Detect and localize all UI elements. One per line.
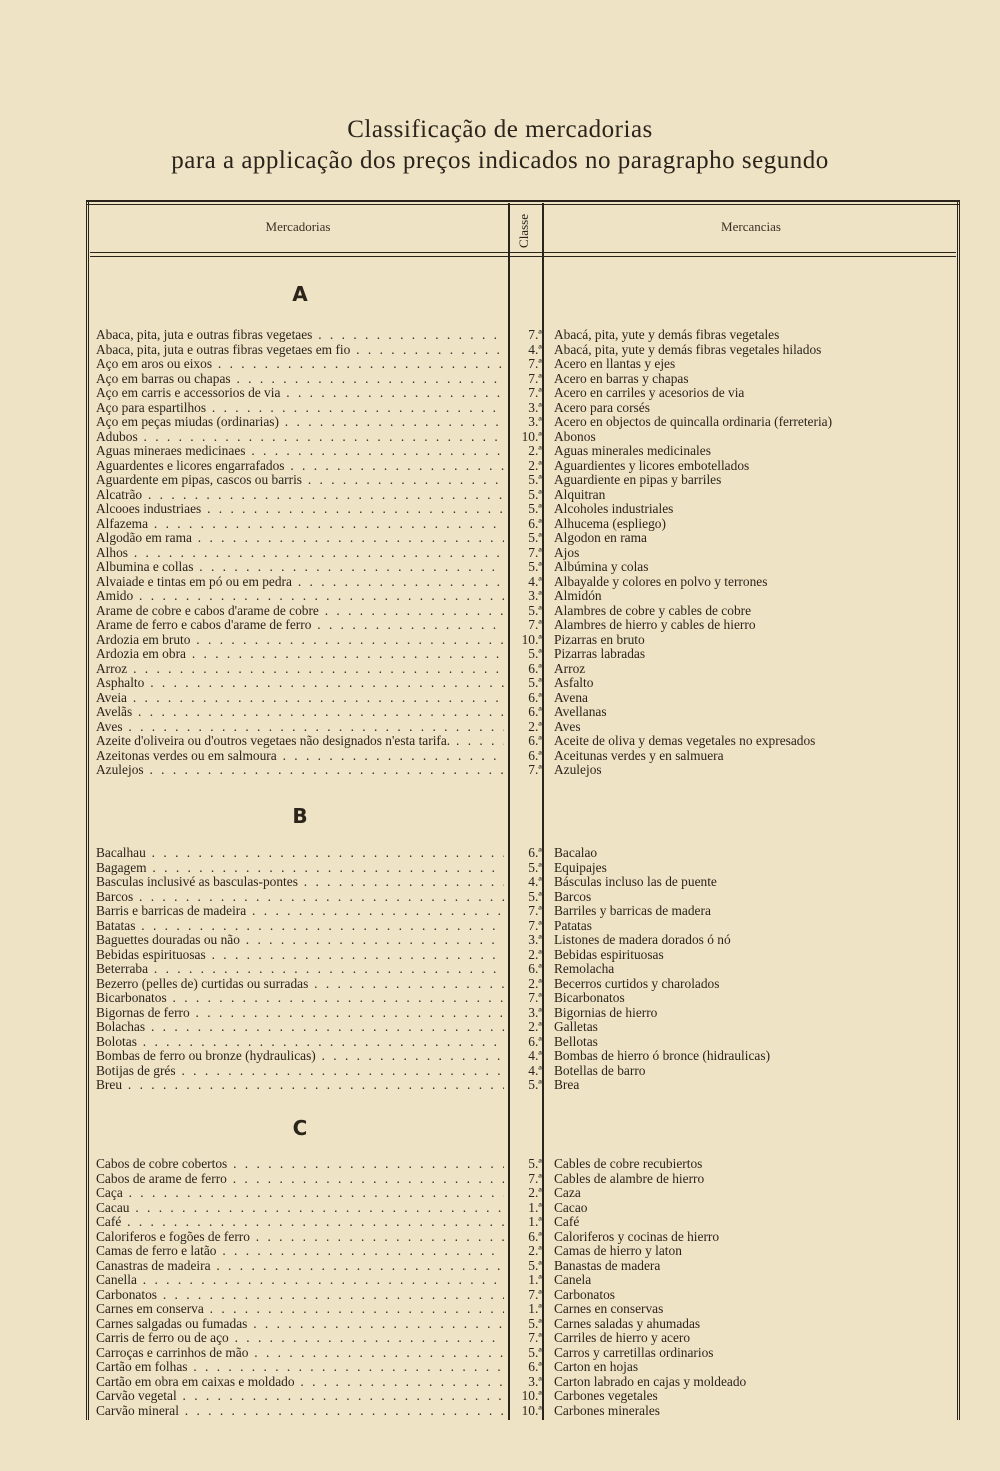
- classe-cell: 6.ª: [528, 961, 542, 976]
- mercancia-cell: Aguardientes y licores embotellados: [554, 457, 750, 473]
- mercancia-cell: Galletas: [554, 1019, 598, 1034]
- classe-cell: 10.ª: [521, 428, 542, 444]
- mercancia-cell: Arroz: [554, 660, 586, 676]
- mercancia-cell: Algodon en rama: [554, 530, 647, 545]
- classe-cell: 7.ª: [528, 1330, 542, 1345]
- mercancia-cell: Equipajes: [554, 859, 607, 875]
- mercadoria-cell: Canastras de madeira . . .: [96, 1259, 504, 1274]
- mercadoria-cell: Azulejos . . .: [96, 763, 504, 778]
- mercadoria-cell: Alvaiade e tintas em pó ou em pedra . . .: [96, 575, 504, 590]
- mercancia-cell: Bellotas: [554, 1033, 598, 1049]
- mercancia-cell: Brea: [554, 1077, 580, 1092]
- mercadoria-cell: Aço em barras ou chapas . . .: [96, 372, 504, 387]
- mercadoria-cell: Carbonatos . . .: [96, 1288, 504, 1303]
- mercadoria-cell: Cabos de arame de ferro . . .: [96, 1172, 504, 1187]
- classe-cell: 4.ª: [528, 341, 542, 357]
- mercancia-cell: Aguardiente en pipas y barriles: [554, 472, 722, 487]
- mercadoria-cell: Ardozia em bruto . . .: [96, 633, 504, 648]
- mercadoria-cell: Abaca, pita, juta e outras fibras vegetaes em fio . . .: [96, 343, 504, 358]
- classe-cell: 5.ª: [528, 501, 542, 516]
- mercadoria-cell: Cartão em folhas . . .: [96, 1360, 504, 1375]
- classe-cell: 5.ª: [528, 486, 542, 502]
- mercadoria-cell: Carris de ferro ou de aço . . .: [96, 1331, 504, 1346]
- mercadoria-cell: Bagagem . . .: [96, 861, 504, 876]
- mercancia-cell: Carriles de hierro y acero: [554, 1330, 691, 1345]
- table-row: [96, 1020, 956, 1035]
- mercadoria-cell: Bicarbonatos . . .: [96, 991, 504, 1006]
- classe-cell: 1.ª: [528, 1272, 542, 1287]
- mercancia-cell: Bigornias de hierro: [554, 1004, 658, 1020]
- mercadoria-cell: Bolachas . . .: [96, 1020, 504, 1035]
- table-row: [96, 517, 956, 532]
- table-row: [96, 1346, 956, 1361]
- mercadoria-cell: Aço em carris e accessorios de via . . .: [96, 386, 504, 401]
- mercancia-cell: Alcoholes industriales: [554, 501, 674, 516]
- mercadoria-cell: Alcatrão . . .: [96, 488, 504, 503]
- table-row: [96, 1078, 956, 1093]
- table-row: [96, 749, 956, 764]
- mercadoria-cell: Carnes salgadas ou fumadas . . .: [96, 1317, 504, 1332]
- table-row: [96, 618, 956, 633]
- mercancia-cell: Alambres de hierro y cables de hierro: [554, 617, 756, 632]
- mercancia-cell: Barcos: [554, 888, 592, 904]
- section-letter: A: [292, 282, 308, 306]
- classe-cell: 2.ª: [528, 946, 542, 962]
- classe-cell: 4.ª: [528, 874, 542, 889]
- mercancia-cell: Becerros curtidos y charolados: [554, 975, 720, 991]
- mercancia-cell: Cables de alambre de hierro: [554, 1170, 705, 1186]
- table-row: [96, 1404, 956, 1419]
- table-row: [96, 1230, 956, 1245]
- classe-cell: 7.ª: [528, 385, 542, 400]
- table-row: [96, 401, 956, 416]
- mercadoria-cell: Barcos . . .: [96, 890, 504, 905]
- mercadoria-cell: Carroças e carrinhos de mão . . .: [96, 1346, 504, 1361]
- classe-cell: 3.ª: [528, 1373, 542, 1389]
- classe-cell: 5.ª: [528, 602, 542, 618]
- classe-cell: 7.ª: [528, 903, 542, 918]
- mercancia-cell: Aceitunas verdes y en salmuera: [554, 747, 724, 763]
- mercancia-cell: Avellanas: [554, 704, 607, 719]
- classe-cell: 2.ª: [528, 718, 542, 734]
- mercancia-cell: Listones de madera dorados ó nó: [554, 932, 731, 947]
- mercadoria-cell: Aço em peças miudas (ordinarias) . . .: [96, 415, 504, 430]
- classe-cell: 6.ª: [528, 689, 542, 705]
- mercadoria-cell: Aço em aros ou eixos . . .: [96, 357, 504, 372]
- classe-cell: 3.ª: [528, 932, 542, 947]
- mercancia-cell: Carnes saladas y ahumadas: [554, 1315, 701, 1331]
- table-row: [96, 488, 956, 503]
- mercancia-cell: Banastas de madera: [554, 1257, 661, 1273]
- table-row: [96, 1317, 956, 1332]
- mercancia-cell: Cables de cobre recubiertos: [554, 1156, 703, 1171]
- table-row: [96, 589, 956, 604]
- mercancia-cell: Caza: [554, 1185, 581, 1200]
- mercadoria-cell: Carnes em conserva . . .: [96, 1302, 504, 1317]
- table-row: [96, 647, 956, 662]
- classe-cell: 5.ª: [528, 859, 542, 875]
- mercancia-cell: Café: [554, 1214, 580, 1229]
- mercadoria-cell: Beterraba . . .: [96, 962, 504, 977]
- table-row: [96, 415, 956, 430]
- mercadoria-cell: Algodão em rama . . .: [96, 531, 504, 546]
- mercancia-cell: Barriles y barricas de madera: [554, 903, 711, 918]
- table-row: [96, 386, 956, 401]
- table-row: [96, 372, 956, 387]
- classe-cell: 7.ª: [528, 370, 542, 386]
- classe-cell: 6.ª: [528, 660, 542, 676]
- table-row: [96, 1331, 956, 1346]
- table-row: [96, 633, 956, 648]
- classe-cell: 5.ª: [528, 559, 542, 574]
- mercadoria-cell: Canella . . .: [96, 1273, 504, 1288]
- table-row: [96, 1215, 956, 1230]
- classe-cell: 7.ª: [528, 356, 542, 371]
- classe-cell: 5.ª: [528, 646, 542, 661]
- mercancia-cell: Carbones vegetales: [554, 1388, 658, 1403]
- classe-cell: 7.ª: [528, 990, 542, 1005]
- classe-cell: 5.ª: [528, 888, 542, 904]
- classe-cell: 1.ª: [528, 1301, 542, 1316]
- page-title: Classificação de mercadorias: [347, 116, 653, 143]
- mercancia-cell: Aves: [554, 718, 581, 734]
- classe-cell: 6.ª: [528, 845, 542, 860]
- header-classe-label: Classe: [516, 214, 532, 248]
- classe-cell: 7.ª: [528, 327, 542, 342]
- mercancia-cell: Alhucema (espliego): [554, 515, 666, 531]
- mercancia-cell: Ajos: [554, 544, 580, 560]
- classe-cell: 3.ª: [528, 588, 542, 603]
- mercadoria-cell: Basculas inclusivé as basculas-pontes . . .: [96, 875, 504, 890]
- classe-cell: 5.ª: [528, 675, 542, 690]
- top-rule: [86, 200, 960, 202]
- mercadoria-cell: Bezerro (pelles de) curtidas ou surradas . . .: [96, 977, 504, 992]
- table-row: [96, 604, 956, 619]
- mercadoria-cell: Barris e barricas de madeira . . .: [96, 904, 504, 919]
- mercadoria-cell: Alfazema . . .: [96, 517, 504, 532]
- classe-cell: 5.ª: [528, 472, 542, 487]
- classe-cell: 10.ª: [521, 1402, 542, 1418]
- mercadoria-cell: Bacalhau . . .: [96, 846, 504, 861]
- mercancia-cell: Bicarbonatos: [554, 990, 625, 1005]
- classe-cell: 10.ª: [521, 631, 542, 647]
- table-row: [96, 328, 956, 343]
- mercadoria-cell: Aveia . . .: [96, 691, 504, 706]
- table-row: [96, 861, 956, 876]
- classe-cell: 3.ª: [528, 414, 542, 429]
- mercadoria-cell: Botijas de grés . . .: [96, 1064, 504, 1079]
- classe-cell: 6.ª: [528, 704, 542, 719]
- table-row: [96, 1259, 956, 1274]
- mercancia-cell: Abonos: [554, 428, 596, 444]
- table-row: [96, 991, 956, 1006]
- mercancia-cell: Carton en hojas: [554, 1359, 639, 1374]
- classe-cell: 4.ª: [528, 573, 542, 589]
- classe-cell: 10.ª: [521, 1388, 542, 1403]
- mercadoria-cell: Bombas de ferro ou bronze (hydraulicas) . . .: [96, 1049, 504, 1064]
- table-row: [96, 705, 956, 720]
- mercancia-cell: Abacá, pita, yute y demás fibras vegetales: [554, 327, 780, 342]
- mercadoria-cell: Aço para espartilhos . . .: [96, 401, 504, 416]
- mercadoria-cell: Cabos de cobre cobertos . . .: [96, 1157, 504, 1172]
- classe-cell: 7.ª: [528, 544, 542, 560]
- classe-cell: 2.ª: [528, 457, 542, 473]
- mercadoria-cell: Alhos . . .: [96, 546, 504, 561]
- classe-cell: 2.ª: [528, 1019, 542, 1034]
- mercadoria-cell: Asphalto . . .: [96, 676, 504, 691]
- mercadoria-cell: Amido . . .: [96, 589, 504, 604]
- mercadoria-cell: Breu . . .: [96, 1078, 504, 1093]
- mercadoria-cell: Adubos . . .: [96, 430, 504, 445]
- table-row: [96, 977, 956, 992]
- table-row: [96, 430, 956, 445]
- mercadoria-cell: Camas de ferro e latão . . .: [96, 1244, 504, 1259]
- mercancia-cell: Carbonatos: [554, 1286, 615, 1302]
- mercancia-cell: Patatas: [554, 917, 592, 933]
- mercadoria-cell: Caloriferos e fogões de ferro . . .: [96, 1230, 504, 1245]
- mercancia-cell: Abacá, pita, yute y demás fibras vegetales hilados: [554, 341, 822, 357]
- table-row: [96, 546, 956, 561]
- classe-cell: 4.ª: [528, 1062, 542, 1078]
- table-row: [96, 1186, 956, 1201]
- mercancia-cell: Asfalto: [554, 675, 594, 690]
- table-row: [96, 890, 956, 905]
- mercancia-cell: Bacalao: [554, 845, 598, 860]
- classe-cell: 5.ª: [528, 1257, 542, 1273]
- mercadoria-cell: Bolotas . . .: [96, 1035, 504, 1050]
- mercadoria-cell: Avelãs . . .: [96, 705, 504, 720]
- table-row: [96, 919, 956, 934]
- mercancia-cell: Remolacha: [554, 961, 615, 976]
- table-row: [96, 1172, 956, 1187]
- mercadoria-cell: Baguettes douradas ou não . . .: [96, 933, 504, 948]
- table-row: [96, 1302, 956, 1317]
- mercadoria-cell: Bebidas espirituosas . . .: [96, 948, 504, 963]
- mercancia-cell: Cacao: [554, 1199, 588, 1215]
- mercancia-cell: Azulejos: [554, 762, 602, 777]
- classe-cell: 7.ª: [528, 917, 542, 933]
- header-classe: [509, 205, 539, 257]
- table-row: [96, 1157, 956, 1172]
- mercadoria-cell: Aguardente em pipas, cascos ou barris . . .: [96, 473, 504, 488]
- table-row: [96, 904, 956, 919]
- classe-cell: 7.ª: [528, 762, 542, 777]
- classe-cell: 6.ª: [528, 1033, 542, 1049]
- mercancia-cell: Carnes en conservas: [554, 1301, 664, 1316]
- header-mercancias: Mercancias: [721, 219, 781, 234]
- table-row: [96, 343, 956, 358]
- table-row: [96, 1201, 956, 1216]
- mercancia-cell: Acero en carriles y acesorios de via: [554, 385, 745, 400]
- mercancia-cell: Acero en objectos de quincalla ordinaria (ferreteria): [554, 414, 833, 429]
- table-row: [96, 1035, 956, 1050]
- mercancia-cell: Carbones minerales: [554, 1402, 660, 1418]
- table-row: [96, 1064, 956, 1079]
- table-row: [96, 676, 956, 691]
- classe-cell: 7.ª: [528, 1286, 542, 1302]
- classe-cell: 7.ª: [528, 1170, 542, 1186]
- mercadoria-cell: Café . . .: [96, 1215, 504, 1230]
- table-row: [96, 1288, 956, 1303]
- mercancia-cell: Pizarras en bruto: [554, 631, 645, 647]
- mercadoria-cell: Batatas . . .: [96, 919, 504, 934]
- classe-cell: 4.ª: [528, 1048, 542, 1063]
- page-subtitle: para a applicação dos preços indicados no paragrapho segundo: [171, 147, 829, 174]
- table-row: [96, 962, 956, 977]
- classe-cell: 6.ª: [528, 1359, 542, 1374]
- mercancia-cell: Albúmina y colas: [554, 559, 649, 574]
- mercadoria-cell: Azeite d'oliveira ou d'outros vegetaes não designados n'esta tarifa. . . .: [96, 734, 504, 749]
- mercancia-cell: Aguas minerales medicinales: [554, 443, 711, 458]
- classe-cell: 6.ª: [528, 515, 542, 531]
- table-row: [96, 1360, 956, 1375]
- header-mercadorias: Mercadorias: [265, 219, 331, 234]
- mercancia-cell: Botellas de barro: [554, 1062, 646, 1078]
- table-row: [96, 560, 956, 575]
- mercadoria-cell: Abaca, pita, juta e outras fibras vegetaes . . .: [96, 328, 504, 343]
- mercancia-cell: Albayalde y colores en polvo y terrones: [554, 573, 768, 589]
- table-row: [96, 734, 956, 749]
- classe-cell: 5.ª: [528, 1077, 542, 1092]
- table-row: [96, 933, 956, 948]
- mercadoria-cell: Caça . . .: [96, 1186, 504, 1201]
- mercadoria-cell: Aves . . .: [96, 720, 504, 735]
- mercancia-cell: Acero en llantas y ejes: [554, 356, 676, 371]
- classe-cell: 2.ª: [528, 1185, 542, 1200]
- table-row: [96, 1375, 956, 1390]
- mercadoria-cell: Aguardentes e licores engarrafados . . .: [96, 459, 504, 474]
- section-letter: C: [292, 1116, 308, 1140]
- classe-cell: 5.ª: [528, 530, 542, 545]
- mercancia-cell: Bombas de hierro ó bronce (hidraulicas): [554, 1048, 771, 1063]
- classe-cell: 6.ª: [528, 733, 542, 748]
- mercancia-cell: Básculas incluso las de puente: [554, 874, 717, 889]
- mercancia-cell: Carros y carretillas ordinarios: [554, 1344, 714, 1360]
- mercadoria-cell: Bigornas de ferro . . .: [96, 1006, 504, 1021]
- classe-cell: 2.ª: [528, 975, 542, 991]
- mercadoria-cell: Ardozia em obra . . .: [96, 647, 504, 662]
- mercancia-cell: Bebidas espirituosas: [554, 946, 664, 962]
- mercancia-cell: Alquitran: [554, 486, 606, 502]
- table-row: [96, 875, 956, 890]
- classe-cell: 5.ª: [528, 1156, 542, 1171]
- classe-cell: 1.ª: [528, 1199, 542, 1215]
- section-letter: B: [292, 804, 308, 828]
- table-row: [96, 473, 956, 488]
- table-row: [96, 948, 956, 963]
- mercancia-cell: Camas de hierro y laton: [554, 1243, 682, 1258]
- mercadoria-cell: Arroz . . .: [96, 662, 504, 677]
- mercancia-cell: Alambres de cobre y cables de cobre: [554, 602, 752, 618]
- mercadoria-cell: Alcooes industriaes . . .: [96, 502, 504, 517]
- table-row: [96, 1273, 956, 1288]
- mercancia-cell: Carton labrado en cajas y moldeado: [554, 1373, 747, 1389]
- table-row: [96, 459, 956, 474]
- mercancia-cell: Caloriferos y cocinas de hierro: [554, 1228, 720, 1244]
- classe-cell: 6.ª: [528, 1228, 542, 1244]
- table-row: [96, 846, 956, 861]
- table-row: [96, 575, 956, 590]
- classe-cell: 2.ª: [528, 1243, 542, 1258]
- mercadoria-cell: Carvão mineral . . .: [96, 1404, 504, 1419]
- table-row: [96, 502, 956, 517]
- table-row: [96, 1244, 956, 1259]
- mercancia-cell: Acero en barras y chapas: [554, 370, 689, 386]
- mercancia-cell: Almidón: [554, 588, 602, 603]
- mercancia-cell: Aceite de oliva y demas vegetales no expresados: [554, 733, 816, 748]
- mercadoria-cell: Carvão vegetal . . .: [96, 1389, 504, 1404]
- mercadoria-cell: Albumina e collas . . .: [96, 560, 504, 575]
- table-row: [96, 444, 956, 459]
- table-row: [96, 531, 956, 546]
- classe-cell: 1.ª: [528, 1214, 542, 1229]
- classe-cell: 7.ª: [528, 617, 542, 632]
- classe-cell: 2.ª: [528, 443, 542, 458]
- classe-cell: 6.ª: [528, 747, 542, 763]
- classe-cell: 3.ª: [528, 1004, 542, 1020]
- classe-cell: 5.ª: [528, 1315, 542, 1331]
- table-row: [96, 357, 956, 372]
- table-row: [96, 720, 956, 735]
- table-row: [96, 662, 956, 677]
- mercadoria-cell: Aguas mineraes medicinaes . . .: [96, 444, 504, 459]
- mercancia-cell: Avena: [554, 689, 588, 705]
- table-row: [96, 691, 956, 706]
- table-row: [96, 1006, 956, 1021]
- table-row: [96, 1049, 956, 1064]
- mercancia-cell: Canela: [554, 1272, 592, 1287]
- table-row: [96, 1389, 956, 1404]
- table-row: [96, 763, 956, 778]
- mercadoria-cell: Arame de ferro e cabos d'arame de ferro . . .: [96, 618, 504, 633]
- mercadoria-cell: Arame de cobre e cabos d'arame de cobre . . .: [96, 604, 504, 619]
- classe-cell: 3.ª: [528, 399, 542, 415]
- mercancia-cell: Pizarras labradas: [554, 646, 646, 661]
- mercancia-cell: Acero para corsés: [554, 399, 650, 415]
- mercadoria-cell: Cacau . . .: [96, 1201, 504, 1216]
- mercadoria-cell: Cartão em obra em caixas e moldado . . .: [96, 1375, 504, 1390]
- classe-cell: 5.ª: [528, 1344, 542, 1360]
- mercadoria-cell: Azeitonas verdes ou em salmoura . . .: [96, 749, 504, 764]
